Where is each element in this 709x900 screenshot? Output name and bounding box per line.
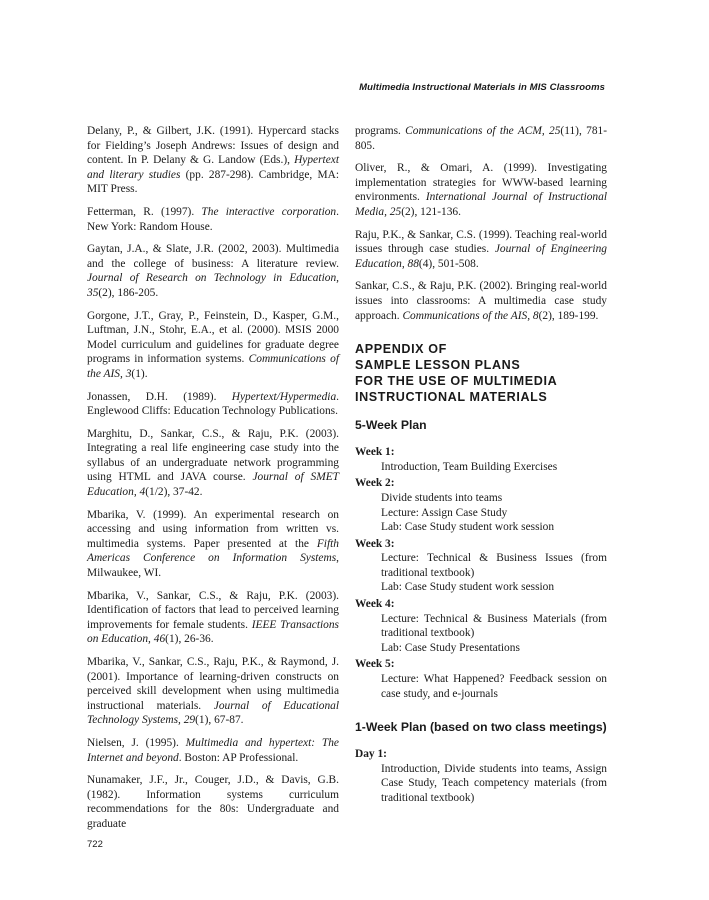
plan-item: Lecture: Assign Case Study: [381, 506, 508, 519]
week-label: Week 3:: [355, 537, 395, 550]
one-week-plan-heading: 1-Week Plan (based on two class meetings): [355, 720, 607, 735]
day-block: [355, 747, 607, 805]
reference-entry: Raju, P.K., & Sankar, C.S. (1999). Teaching real-world issues through case studies. Journal of Engineering Education, 88(4), 501-508.: [355, 228, 607, 270]
plan-item: Lecture: What Happened? Feedback session on case study, and e-journals: [381, 673, 607, 700]
day-label: Day 1:: [355, 748, 387, 761]
reference-entry: Nunamaker, J.F., Jr., Couger, J.D., & Davis, G.B. (1982). Information systems curriculum recommendations for the 80s: Undergraduate and graduate: [87, 774, 339, 830]
week-block: [355, 537, 607, 595]
reference-entry: Mbarika, V. (1999). An experimental research on accessing and using information from written vs. multimedia systems. Paper presented at the Fifth Americas Conference on Information Systems, Milwaukee, WI.: [87, 508, 339, 580]
running-header: Multimedia Instructional Materials in MIS Classrooms: [359, 82, 605, 93]
week-label: Week 5:: [355, 658, 395, 671]
reference-entry: Gaytan, J.A., & Slate, J.R. (2002, 2003). Multimedia and the college of business: A literature review. Journal of Research on Technology in Education, 35(2), 186-205.: [87, 243, 339, 299]
reference-entry: Delany, P., & Gilbert, J.K. (1991). Hypercard stacks for Fielding’s Joseph Andrews: Issues of design and content. In P. Delany & G. Landow (Eds.), Hypertext and literary studies (pp. 287-298). Cambridge, MA: MIT Press.: [87, 125, 339, 196]
week-label: Week 4:: [355, 598, 395, 611]
week-label: Week 2:: [355, 477, 395, 490]
references-column-right: [355, 124, 607, 806]
plan-item: Divide students into teams: [381, 491, 503, 504]
plan-item: Lecture: Technical & Business Issues (from traditional textbook): [381, 552, 607, 579]
five-week-plan-heading: 5-Week Plan: [355, 418, 427, 433]
references-column-left: [87, 124, 339, 840]
reference-entry: Sankar, C.S., & Raju, P.K. (2002). Bringing real-world issues into classrooms: A multimedia case study approach. Communications of the AIS, 8(2), 189-199.: [355, 280, 607, 322]
reference-entry: Gorgone, J.T., Gray, P., Feinstein, D., Kasper, G.M., Luftman, J.N., Stohr, E.A., et al. (2000). MSIS 2000 Model curriculum and guidelines for graduate degree programs in information systems. Communications of the AIS, 3(1).: [87, 309, 339, 380]
plan-item: Lab: Case Study student work session: [381, 521, 555, 534]
plan-item: Lab: Case Study student work session: [381, 581, 555, 594]
reference-entry: Nielsen, J. (1995). Multimedia and hypertext: The Internet and beyond. Boston: AP Professional.: [87, 736, 339, 764]
week-block: [355, 597, 607, 655]
page-number: 722: [87, 839, 103, 850]
reference-entry: Marghitu, D., Sankar, C.S., & Raju, P.K. (2003). Integrating a real life engineering case study into the syllabus of an undergraduate network programming using HTML and JAVA course. Journal of SMET Education, 4(1/2), 37-42.: [87, 427, 339, 499]
plan-item: Introduction, Divide students into teams, Assign Case Study, Teach competency materials (from traditional textbook): [381, 762, 607, 804]
week-block: [355, 445, 607, 474]
reference-entry: Jonassen, D.H. (1989). Hypertext/Hypermedia. Englewood Cliffs: Education Technology Publications.: [87, 390, 339, 418]
reference-entry: Fetterman, R. (1997). The interactive corporation. New York: Random House.: [87, 205, 339, 233]
appendix-title: APPENDIX OF SAMPLE LESSON PLANS FOR THE USE OF MULTIMEDIA INSTRUCTIONAL MATERIALS: [355, 342, 558, 405]
week-label: Week 1:: [355, 446, 395, 459]
plan-item: Lecture: Technical & Business Materials (from traditional textbook): [381, 612, 607, 640]
reference-entry: Mbarika, V., Sankar, C.S., Raju, P.K., & Raymond, J. (2001). Importance of learning-driven constructs on perceived skill development when using multimedia instructional materials. Journal of Educational Technology Systems, 29(1), 67-87.: [87, 656, 339, 727]
reference-entry: Oliver, R., & Omari, A. (1999). Investigating implementation strategies for WWW-based learning environments. International Journal of Instructional Media, 25(2), 121-136.: [355, 162, 607, 218]
week-block: [355, 657, 607, 701]
reference-entry: programs. Communications of the ACM, 25(11), 781-805.: [355, 125, 607, 152]
plan-item: Lab: Case Study Presentations: [381, 641, 520, 654]
plan-item: Introduction, Team Building Exercises: [381, 460, 558, 473]
week-block: [355, 476, 607, 534]
reference-entry: Mbarika, V., Sankar, C.S., & Raju, P.K. (2003). Identification of factors that lead to perceived learning improvements for female students. IEEE Transactions on Education, 46(1), 26-36.: [87, 589, 339, 646]
